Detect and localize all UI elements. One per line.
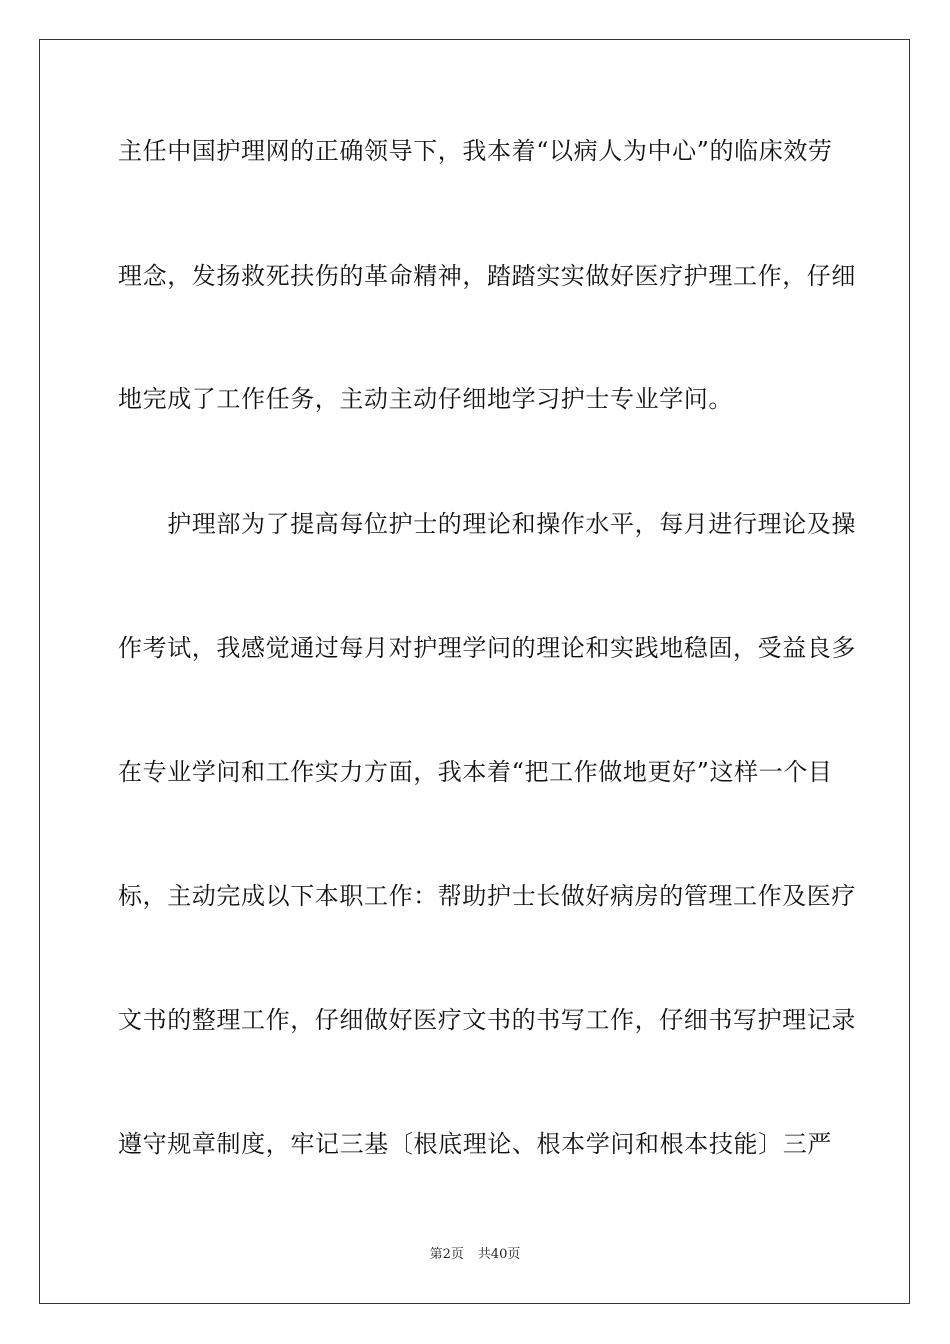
body-text-line-6: 在专业学问和工作实力方面，我本着“把工作做地更好”这样一个目 xyxy=(118,758,833,786)
page-number: 第2页 xyxy=(429,1247,464,1262)
body-text-line-1: 主任中国护理网的正确领导下，我本着“以病人为中心”的临床效劳 xyxy=(118,137,833,165)
body-text-line-9: 遵守规章制度，牢记三基〔根底理论、根本学问和根本技能〕三严 xyxy=(118,1130,832,1158)
body-text-line-3: 地完成了工作任务，主动主动仔细地学习护士专业学问。 xyxy=(118,385,733,413)
body-text-line-8: 文书的整理工作，仔细做好医疗文书的书写工作，仔细书写护理记录 xyxy=(118,1006,856,1034)
body-text-line-2: 理念，发扬救死扶伤的革命精神，踏踏实实做好医疗护理工作，仔细 xyxy=(118,262,856,290)
page-total: 共40页 xyxy=(477,1247,521,1262)
body-text-line-5: 作考试，我感觉通过每月对护理学问的理论和实践地稳固，受益良多 xyxy=(118,634,856,662)
body-text-line-4: 护理部为了提高每位护士的理论和操作水平，每月进行理论及操 xyxy=(118,510,856,538)
body-text-line-7: 标，主动完成以下本职工作：帮助护士长做好病房的管理工作及医疗 xyxy=(118,882,856,910)
page-border xyxy=(39,39,910,1304)
page-footer xyxy=(0,1246,950,1264)
